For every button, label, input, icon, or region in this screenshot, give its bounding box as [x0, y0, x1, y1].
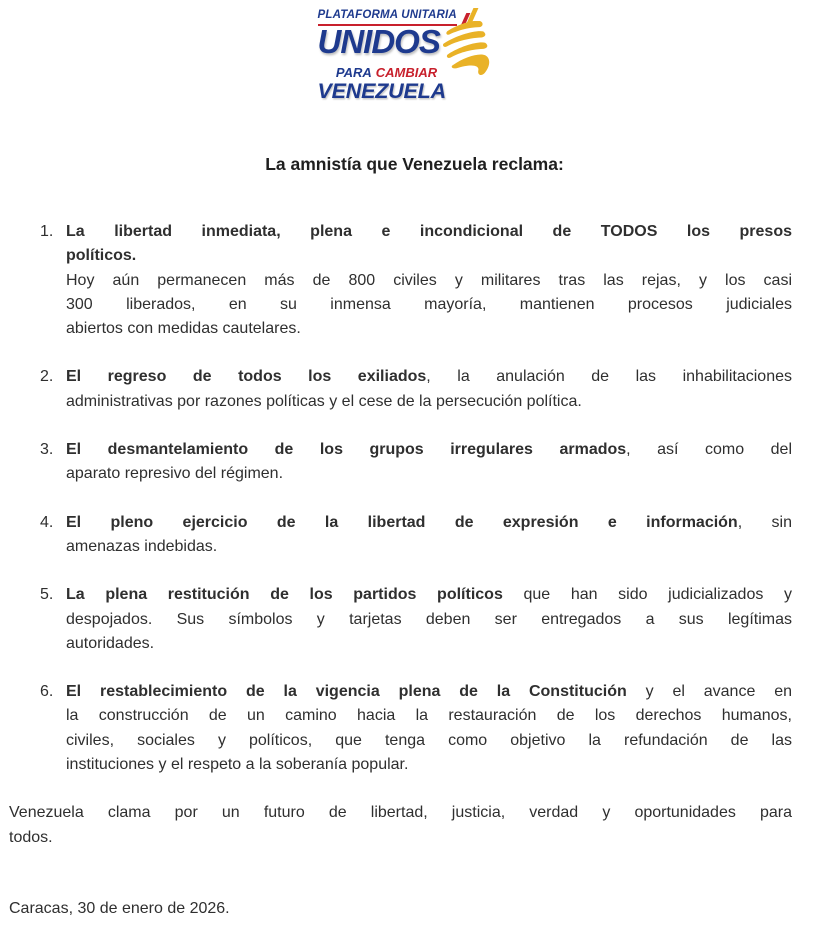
- item-number: 4.: [40, 513, 54, 531]
- text-segment: , sin: [737, 513, 793, 531]
- text-segment: todos.: [9, 828, 53, 846]
- text-line: [66, 438, 792, 462]
- logo-unidos-text: UNIDOS: [317, 23, 440, 60]
- list-item: [40, 511, 792, 560]
- text-segment: y el avance en: [626, 683, 792, 701]
- item-text: [66, 365, 792, 414]
- item-number: 3.: [40, 441, 54, 459]
- text-segment: Venezuela clama por un futuro de libertad, justicia, verdad y oportunidades para: [9, 804, 792, 822]
- text-line: [66, 632, 792, 656]
- logo-venezuela-text: VENEZUELA: [317, 79, 446, 103]
- plataforma-unitaria-logo: [318, 6, 456, 102]
- text-segment: autoridades.: [66, 634, 155, 652]
- item-number: 2.: [40, 368, 54, 386]
- text-line: [66, 608, 792, 632]
- item-number: 5.: [40, 586, 54, 604]
- bold-text-segment: El pleno ejercicio de la libertad de expresión e información: [66, 513, 738, 531]
- logo-main-row: [317, 23, 456, 64]
- item-text: [66, 220, 792, 341]
- text-segment: la construcción de un camino hacia la restauración de los derechos humanos,: [66, 707, 792, 725]
- text-line: [66, 753, 792, 777]
- text-segment: , así como del: [626, 441, 792, 459]
- list-item: [40, 365, 792, 414]
- text-segment: Hoy aún permanecen más de 800 civiles y militares tras las rejas, y los casi: [66, 271, 792, 289]
- closing-paragraph: [9, 801, 792, 850]
- bold-text-segment: El restablecimiento de la vigencia plena de la Constitución: [66, 683, 627, 701]
- logo-plataforma-unitaria-text: PLATAFORMA UNITARIA: [318, 8, 457, 26]
- text-segment: civiles, sociales y políticos, que tenga como objetivo la refundación de las: [66, 731, 792, 749]
- text-segment: , la anulación de las inhabilitaciones: [426, 368, 792, 386]
- text-line: [66, 220, 792, 244]
- text-line: [66, 365, 792, 389]
- text-line: [66, 535, 792, 559]
- text-line: [66, 511, 792, 535]
- text-line: [66, 293, 792, 317]
- text-segment: abiertos con medidas cautelares.: [66, 320, 301, 338]
- text-line: [66, 680, 792, 704]
- list-item: [40, 438, 792, 487]
- logo-para-text: PARA: [335, 65, 372, 80]
- text-line: [66, 317, 792, 341]
- text-line: [9, 801, 792, 825]
- item-number: 1.: [40, 223, 54, 240]
- bold-text-segment: políticos.: [66, 247, 137, 265]
- text-line: [66, 729, 792, 753]
- item-text: [66, 511, 792, 560]
- text-segment: instituciones y el respeto a la soberanía popular.: [66, 756, 409, 774]
- text-segment: administrativas por razones políticas y el cese de la persecución política.: [66, 392, 582, 410]
- text-line: [9, 826, 792, 850]
- list-item: [40, 220, 792, 341]
- bold-text-segment: La plena restitución de los partidos políticos: [66, 586, 503, 604]
- bold-text-segment: La libertad inmediata, plena e incondicional de TODOS los presos: [66, 223, 792, 240]
- text-line: [66, 462, 792, 486]
- text-segment: aparato represivo del régimen.: [66, 465, 284, 483]
- list-item: [40, 583, 792, 656]
- text-line: [66, 390, 792, 414]
- text-line: [66, 704, 792, 728]
- text-line: [66, 269, 792, 293]
- text-segment: 300 liberados, en su inmensa mayoría, mantienen procesos judiciales: [66, 295, 792, 313]
- item-number: 6.: [40, 683, 54, 701]
- hand-strokes-icon: [442, 21, 490, 79]
- logo-tagline-row: [318, 66, 456, 80]
- text-line: [66, 244, 792, 268]
- bold-text-segment: El desmantelamiento de los grupos irregulares armados: [66, 441, 627, 459]
- bold-text-segment: El regreso de todos los exiliados: [66, 368, 427, 386]
- item-text: [66, 680, 792, 777]
- text-segment: amenazas indebidas.: [66, 537, 218, 555]
- logo-cambiar-text: CAMBIAR: [375, 65, 438, 80]
- text-line: [66, 583, 792, 607]
- item-text: [66, 583, 792, 656]
- amnesty-demands-list: [9, 220, 792, 777]
- document-title: La amnistía que Venezuela reclama:: [265, 154, 564, 174]
- text-segment: despojados. Sus símbolos y tarjetas deben ser entregados a sus legítimas: [66, 610, 792, 628]
- list-item: [40, 680, 792, 777]
- item-text: [66, 438, 792, 487]
- dateline-text: Caracas, 30 de enero de 2026.: [9, 899, 230, 917]
- text-segment: que han sido judicializados y: [502, 586, 792, 604]
